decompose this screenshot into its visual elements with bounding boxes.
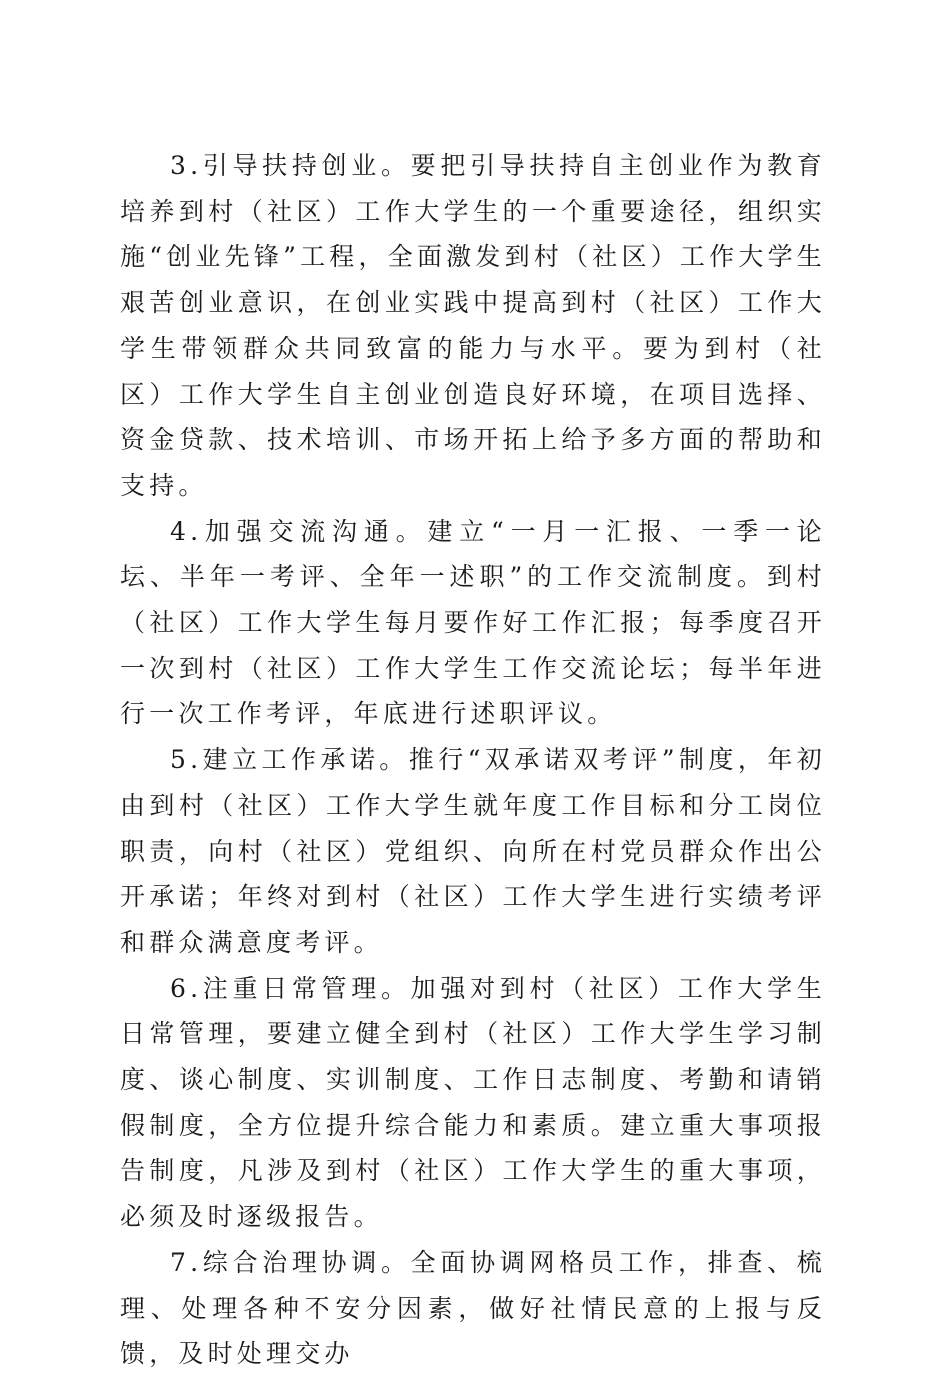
paragraph-work-commitment: 5.建立工作承诺。推行“双承诺双考评”制度，年初由到村（社区）工作大学生就年度工作目标和分工岗位职责，向村（社区）党组织、向所在村党员群众作出公开承诺；年终对到村（社区）工作大学生进行实绩考评和群众满意度考评。 bbox=[120, 745, 826, 957]
paragraph-entrepreneurship: 3.引导扶持创业。要把引导扶持自主创业作为教育培养到村（社区）工作大学生的一个重要途径，组织实施“创业先锋”工程，全面激发到村（社区）工作大学生艰苦创业意识，在创业实践中提高到村（社区）工作大学生带领群众共同致富的能力与水平。要为到村（社区）工作大学生自主创业创造良好环境，在项目选择、资金贷款、技术培训、市场开拓上给予多方面的帮助和支持。 bbox=[120, 151, 826, 500]
document-page bbox=[120, 143, 826, 1377]
paragraph-daily-management: 6.注重日常管理。加强对到村（社区）工作大学生日常管理，要建立健全到村（社区）工作大学生学习制度、谈心制度、实训制度、工作日志制度、考勤和请销假制度，全方位提升综合能力和素质。建立重大事项报告制度，凡涉及到村（社区）工作大学生的重大事项，必须及时逐级报告。 bbox=[120, 973, 826, 1232]
paragraph-communication: 4.加强交流沟通。建立“一月一汇报、一季一论坛、半年一考评、全年一述职”的工作交流制度。到村（社区）工作大学生每月要作好工作汇报；每季度召开一次到村（社区）工作大学生工作交流论坛；每半年进行一次工作考评，年底进行述职评议。 bbox=[120, 516, 826, 729]
paragraph-comprehensive-governance: 7.综合治理协调。全面协调网格员工作，排查、梳理、处理各种不安分因素，做好社情民意的上报与反馈，及时处理交办 bbox=[120, 1247, 826, 1369]
